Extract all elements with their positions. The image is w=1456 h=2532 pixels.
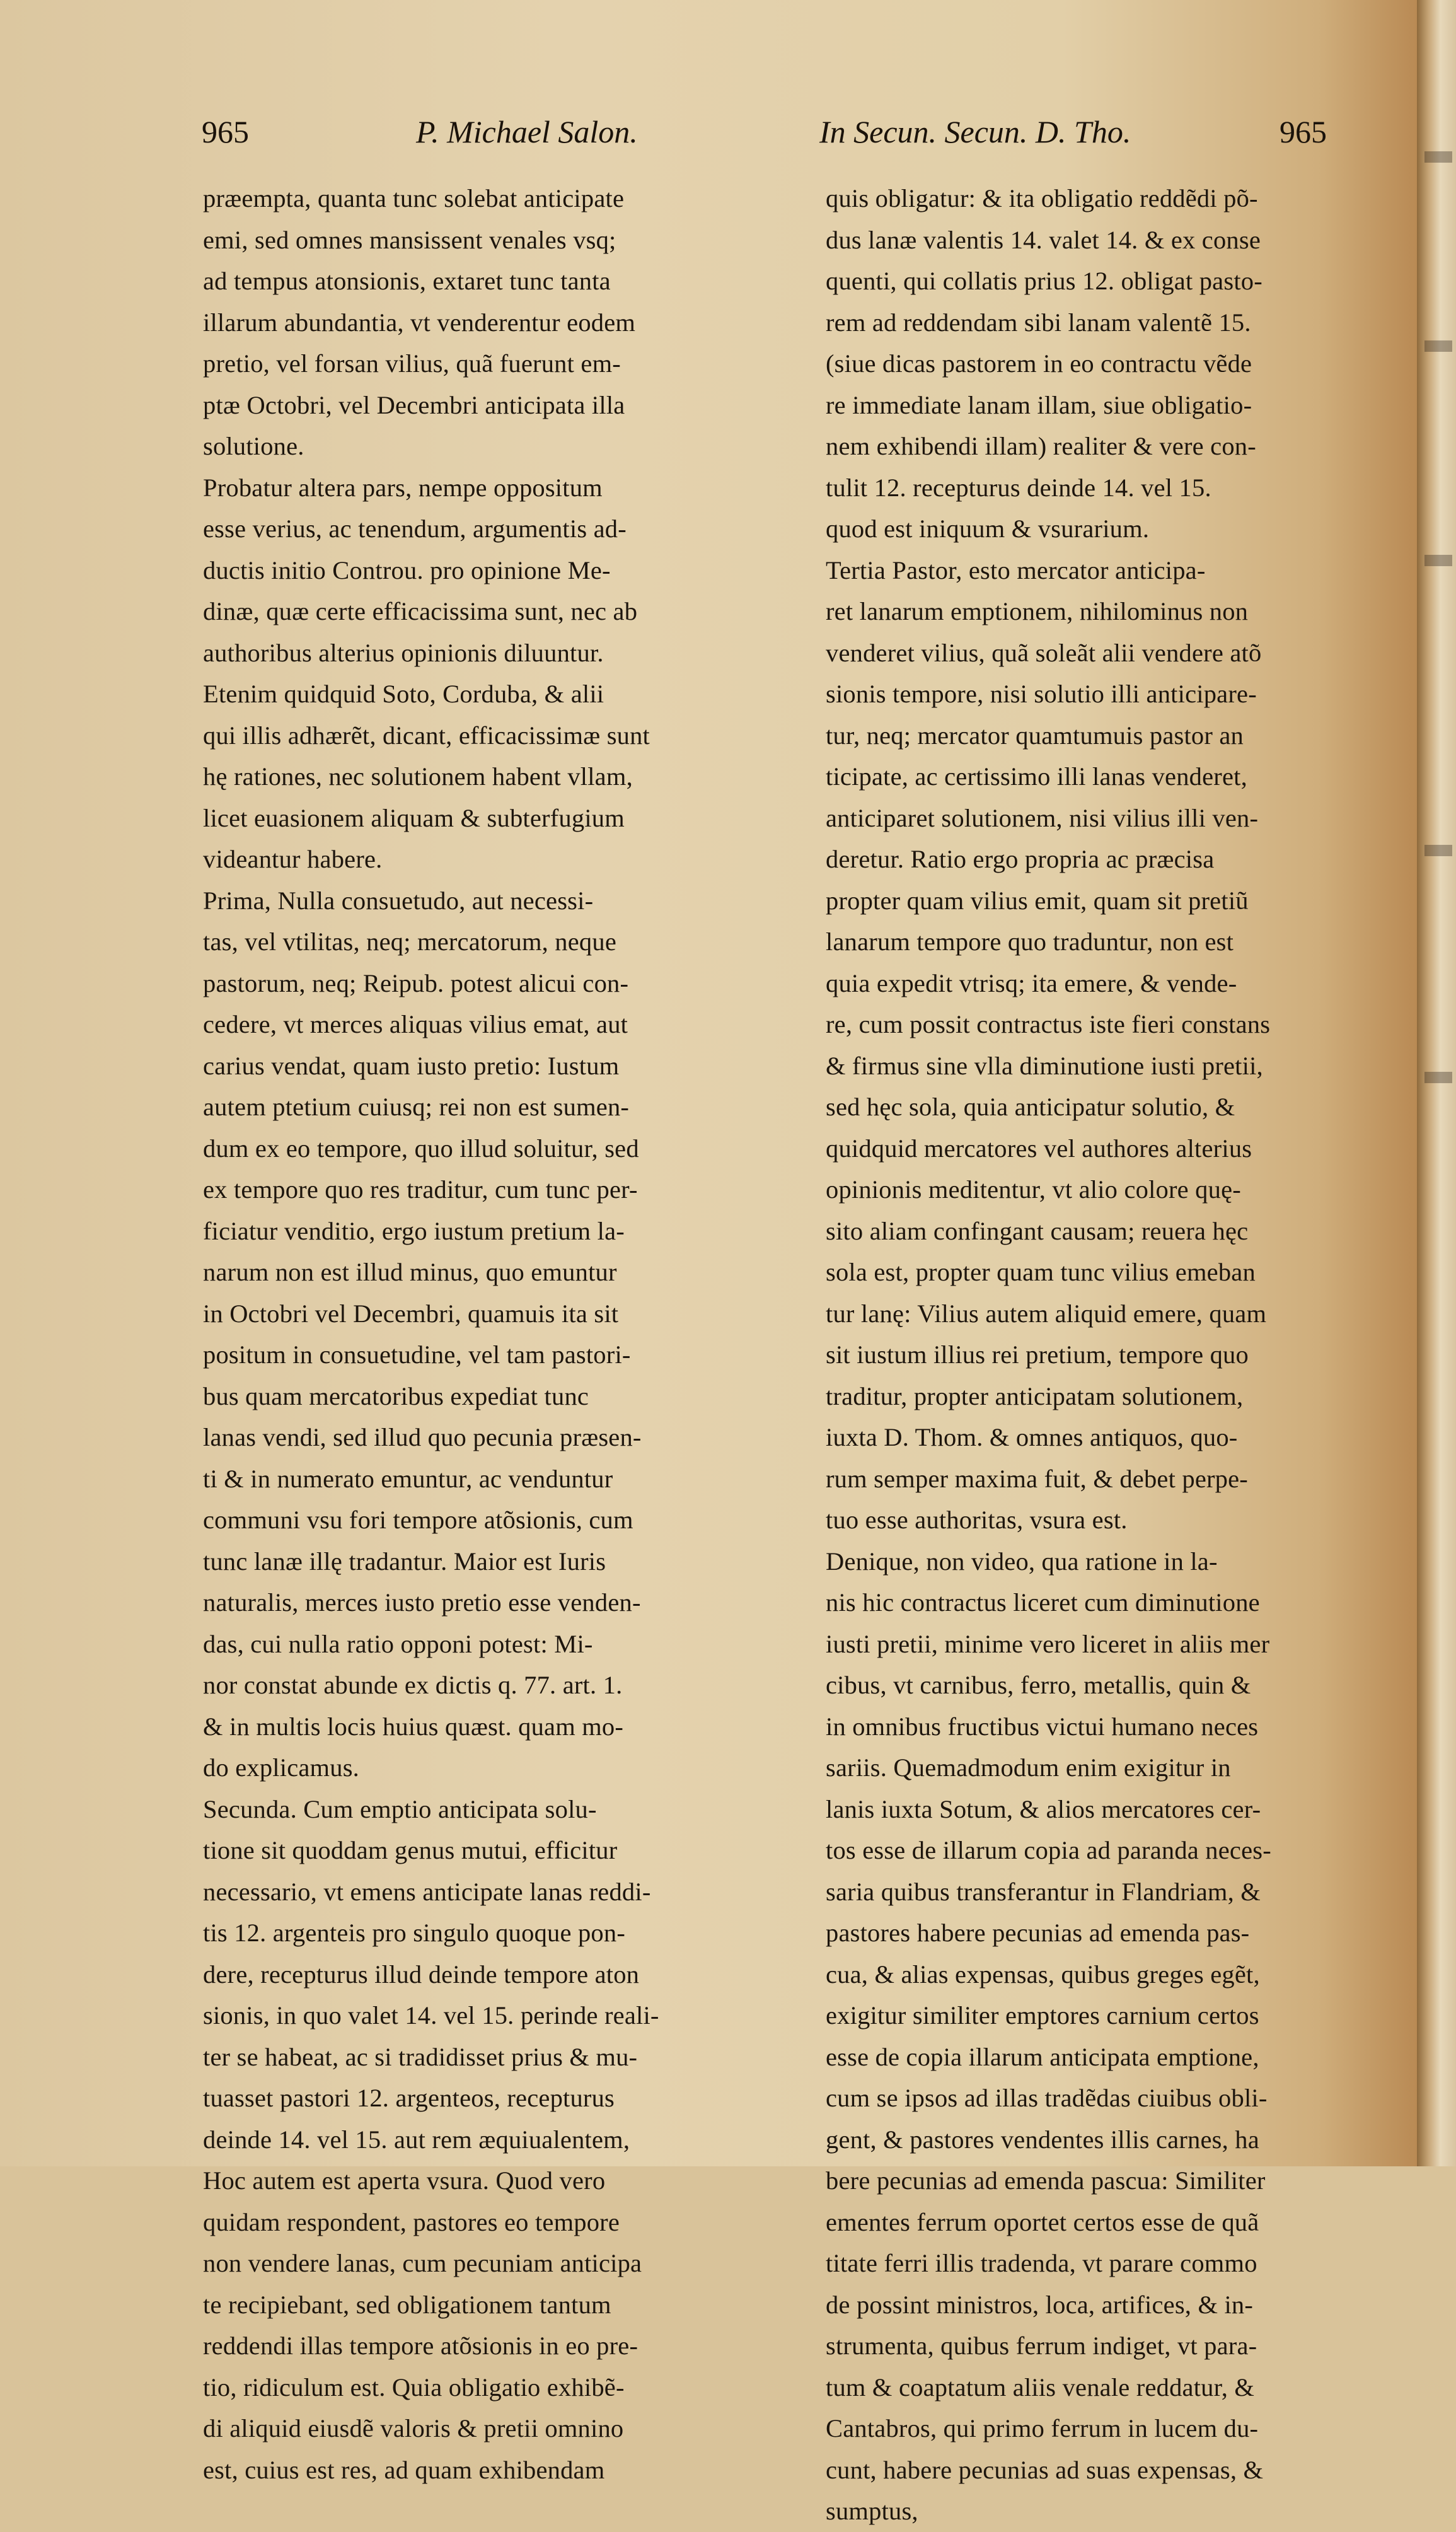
- text-line: das, cui nulla ratio opponi potest: Mi-: [203, 1629, 593, 1658]
- right-column: [826, 178, 1371, 2532]
- text-line: solutione.: [203, 432, 304, 460]
- text-line: ti & in numerato emuntur, ac venduntur: [203, 1464, 613, 1493]
- text-line: dinæ, quæ certe efficacissima sunt, nec ab: [203, 597, 638, 625]
- text-line: ductis initio Controu. pro opinione Me-: [203, 555, 611, 584]
- text-line: deinde 14. vel 15. aut rem æquiualentem,: [203, 2125, 630, 2154]
- text-line: dere, recepturus illud deinde tempore aton: [203, 1960, 640, 1989]
- text-line: cedere, vt merces aliquas vilius emat, aut: [203, 1010, 628, 1038]
- text-line: narum non est illud minus, quo emuntur: [203, 1258, 617, 1286]
- text-line: venderet vilius, quã soleãt alii vendere atõ: [826, 638, 1262, 667]
- text-line: necessario, vt emens anticipate lanas reddi-: [203, 1877, 651, 1906]
- text-line: ficiatur venditio, ergo iustum pretium la-: [203, 1216, 625, 1245]
- text-line: quis obligatur: & ita obligatio reddẽdi põ-: [826, 184, 1258, 212]
- text-line: cum se ipsos ad illas tradẽdas ciuibus obli-: [826, 2084, 1268, 2112]
- text-line: (siue dicas pastorem in eo contractu vẽde: [826, 349, 1252, 378]
- text-line: in Octobri vel Decembri, quamuis ita sit: [203, 1299, 619, 1328]
- text-line: lanarum tempore quo traduntur, non est: [826, 927, 1234, 956]
- text-line: nis hic contractus liceret cum diminutione: [826, 1588, 1260, 1617]
- text-line: tione sit quoddam genus mutui, efficitur: [203, 1836, 618, 1864]
- edge-mark: [1424, 555, 1452, 566]
- text-line: ptæ Octobri, vel Decembri anticipata illa: [203, 390, 625, 419]
- text-line: emi, sed omnes mansissent venales vsq;: [203, 225, 616, 254]
- text-line: Denique, non video, qua ratione in la-: [826, 1547, 1218, 1576]
- text-line: cibus, vt carnibus, ferro, metallis, quin &: [826, 1671, 1251, 1699]
- text-line: bus quam mercatoribus expediat tunc: [203, 1381, 589, 1410]
- text-line: sit iustum illius rei pretium, tempore quo: [826, 1340, 1249, 1369]
- text-line: videantur habere.: [203, 845, 383, 873]
- text-line: quenti, qui collatis prius 12. obligat pasto-: [826, 267, 1262, 295]
- text-line: tunc lanæ illę tradantur. Maior est Iuris: [203, 1547, 606, 1576]
- text-line: ad tempus atonsionis, extaret tunc tanta: [203, 267, 611, 295]
- text-line: anticiparet solutionem, nisi vilius illi ven-: [826, 803, 1259, 832]
- text-line: hę rationes, nec solutionem habent vllam,: [203, 762, 633, 791]
- text-line: titate ferri illis tradenda, vt parare commo: [826, 2249, 1257, 2277]
- text-line: iuxta D. Thom. & omnes antiquos, quo-: [826, 1423, 1238, 1451]
- running-header: [189, 113, 1343, 164]
- text-line: autem ptetium cuiusq; rei non est sumen-: [203, 1093, 630, 1121]
- running-title-right: In Secun. Secun. D. Tho.: [819, 114, 1131, 149]
- text-line: quidam respondent, pastores eo tempore: [203, 2207, 620, 2236]
- page-edge: [1417, 0, 1456, 2166]
- text-line: authoribus alterius opinionis diluuntur.: [203, 638, 604, 667]
- text-line: ementes ferrum oportet certos esse de quã: [826, 2207, 1259, 2236]
- edge-mark: [1424, 845, 1452, 856]
- text-line: re immediate lanam illam, siue obligatio-: [826, 390, 1252, 419]
- text-line: di aliquid eiusdẽ valoris & pretii omnino: [203, 2414, 624, 2442]
- text-line: lanis iuxta Sotum, & alios mercatores cer-: [826, 1794, 1261, 1823]
- text-line: positum in consuetudine, vel tam pastori-: [203, 1340, 631, 1369]
- text-line: re, cum possit contractus iste fieri constans: [826, 1010, 1271, 1038]
- text-line: quia expedit vtrisq; ita emere, & vende-: [826, 968, 1237, 997]
- text-line: dum ex eo tempore, quo illud soluitur, sed: [203, 1134, 639, 1163]
- text-line: nor constat abunde ex dictis q. 77. art. 1.: [203, 1671, 623, 1699]
- text-line: non vendere lanas, cum pecuniam anticipa: [203, 2249, 642, 2277]
- text-line: esse de copia illarum anticipata emptione,: [826, 2042, 1259, 2071]
- text-line: Hoc autem est aperta vsura. Quod vero: [203, 2166, 606, 2195]
- text-line: traditur, propter anticipatam solutionem,: [826, 1381, 1244, 1410]
- text-line: de possint ministros, loca, artifices, & in-: [826, 2290, 1254, 2319]
- text-line: pastores habere pecunias ad emenda pas-: [826, 1919, 1250, 1947]
- text-line: Probatur altera pars, nempe oppositum: [203, 473, 603, 502]
- text-line: cunt, habere pecunias ad suas expensas, &: [826, 2455, 1264, 2484]
- text-line: reddendi illas tempore atõsionis in eo pre-: [203, 2332, 638, 2360]
- text-line: tos esse de illarum copia ad paranda neces-: [826, 1836, 1271, 1864]
- text-line: esse verius, ac tenendum, argumentis ad-: [203, 514, 627, 543]
- text-line: propter quam vilius emit, quam sit pretiũ: [826, 886, 1249, 915]
- text-line: quod est iniquum & vsurarium.: [826, 514, 1150, 543]
- text-line: sariis. Quemadmodum enim exigitur in: [826, 1753, 1231, 1782]
- text-line: iusti pretii, minime vero liceret in aliis mer: [826, 1629, 1270, 1658]
- text-line: præempta, quanta tunc solebat anticipate: [203, 184, 625, 212]
- text-line: rum semper maxima fuit, & debet perpe-: [826, 1464, 1248, 1493]
- text-line: ticipate, ac certissimo illi lanas venderet,: [826, 762, 1247, 791]
- running-title-left: P. Michael Salon.: [416, 114, 638, 149]
- left-column: [203, 178, 783, 2490]
- text-line: sionis tempore, nisi solutio illi anticipare-: [826, 680, 1257, 708]
- text-line: tulit 12. recepturus deinde 14. vel 15.: [826, 473, 1211, 502]
- text-line: & in multis locis huius quæst. quam mo-: [203, 1712, 624, 1741]
- text-line: sola est, propter quam tunc vilius emeban: [826, 1258, 1256, 1286]
- text-line: tas, vel vtilitas, neq; mercatorum, neque: [203, 927, 617, 956]
- text-line: ter se habeat, ac si tradidisset prius & mu-: [203, 2042, 638, 2071]
- text-line: Tertia Pastor, esto mercator anticipa-: [826, 555, 1206, 584]
- text-line: exigitur similiter emptores carnium certos: [826, 2001, 1259, 2030]
- text-line: illarum abundantia, vt venderentur eodem: [203, 308, 636, 337]
- text-line: rem ad reddendam sibi lanam valentẽ 15.: [826, 308, 1251, 337]
- text-line: strumenta, quibus ferrum indiget, vt para-: [826, 2332, 1257, 2360]
- text-line: in omnibus fructibus victui humano neces: [826, 1712, 1259, 1741]
- text-line: quidquid mercatores vel authores alterius: [826, 1134, 1252, 1163]
- text-line: opinionis meditentur, vt alio colore quę-: [826, 1175, 1241, 1204]
- text-line: dus lanæ valentis 14. valet 14. & ex conse: [826, 225, 1261, 254]
- text-line: ret lanarum emptionem, nihilominus non: [826, 597, 1249, 625]
- text-line: lanas vendi, sed illud quo pecunia præsen-: [203, 1423, 642, 1451]
- text-line: saria quibus transferantur in Flandriam, &: [826, 1877, 1261, 1906]
- text-line: sumptus,: [826, 2497, 918, 2525]
- text-line: Prima, Nulla consuetudo, aut necessi-: [203, 886, 594, 915]
- edge-mark: [1424, 1072, 1452, 1083]
- text-line: gent, & pastores vendentes illis carnes, ha: [826, 2125, 1259, 2154]
- edge-mark: [1424, 340, 1452, 352]
- text-line: tis 12. argenteis pro singulo quoque pon-: [203, 1919, 626, 1947]
- text-line: tum & coaptatum aliis venale reddatur, &: [826, 2372, 1255, 2401]
- edge-mark: [1424, 151, 1452, 163]
- text-line: do explicamus.: [203, 1753, 359, 1782]
- page-number-left: 965: [202, 114, 249, 149]
- text-line: ex tempore quo res traditur, cum tunc per-: [203, 1175, 638, 1204]
- text-line: est, cuius est res, ad quam exhibendam: [203, 2455, 605, 2484]
- text-line: tuo esse authoritas, vsura est.: [826, 1506, 1128, 1534]
- text-line: qui illis adhærẽt, dicant, efficacissimæ sunt: [203, 721, 650, 750]
- text-line: carius vendat, quam iusto pretio: Iustum: [203, 1051, 620, 1080]
- text-line: te recipiebant, sed obligationem tantum: [203, 2290, 611, 2319]
- text-line: pastorum, neq; Reipub. potest alicui con-: [203, 968, 629, 997]
- text-line: nem exhibendi illam) realiter & vere con-: [826, 432, 1256, 460]
- text-line: sionis, in quo valet 14. vel 15. perinde reali-: [203, 2001, 659, 2030]
- text-line: cua, & alias expensas, quibus greges egẽt,: [826, 1960, 1260, 1989]
- page-number-right: 965: [1280, 114, 1327, 149]
- text-line: tuasset pastori 12. argenteos, recepturus: [203, 2084, 615, 2112]
- text-line: sed hęc sola, quia anticipatur solutio, &: [826, 1093, 1235, 1121]
- text-line: licet euasionem aliquam & subterfugium: [203, 803, 625, 832]
- text-line: Etenim quidquid Soto, Corduba, & alii: [203, 680, 604, 708]
- text-line: sito aliam confingant causam; reuera hęc: [826, 1216, 1249, 1245]
- text-line: Cantabros, qui primo ferrum in lucem du-: [826, 2414, 1259, 2442]
- text-line: tur lanę: Vilius autem aliquid emere, quam: [826, 1299, 1267, 1328]
- text-line: tio, ridiculum est. Quia obligatio exhibẽ-: [203, 2372, 625, 2401]
- text-line: pretio, vel forsan vilius, quã fuerunt em-: [203, 349, 621, 378]
- text-line: Secunda. Cum emptio anticipata solu-: [203, 1794, 597, 1823]
- text-line: tur, neq; mercator quamtumuis pastor an: [826, 721, 1244, 750]
- text-line: naturalis, merces iusto pretio esse venden-: [203, 1588, 641, 1617]
- text-line: communi vsu fori tempore atõsionis, cum: [203, 1506, 633, 1534]
- text-line: & firmus sine vlla diminutione iusti pretii,: [826, 1051, 1263, 1080]
- text-line: bere pecunias ad emenda pascua: Similiter: [826, 2166, 1266, 2195]
- text-line: deretur. Ratio ergo propria ac præcisa: [826, 845, 1215, 873]
